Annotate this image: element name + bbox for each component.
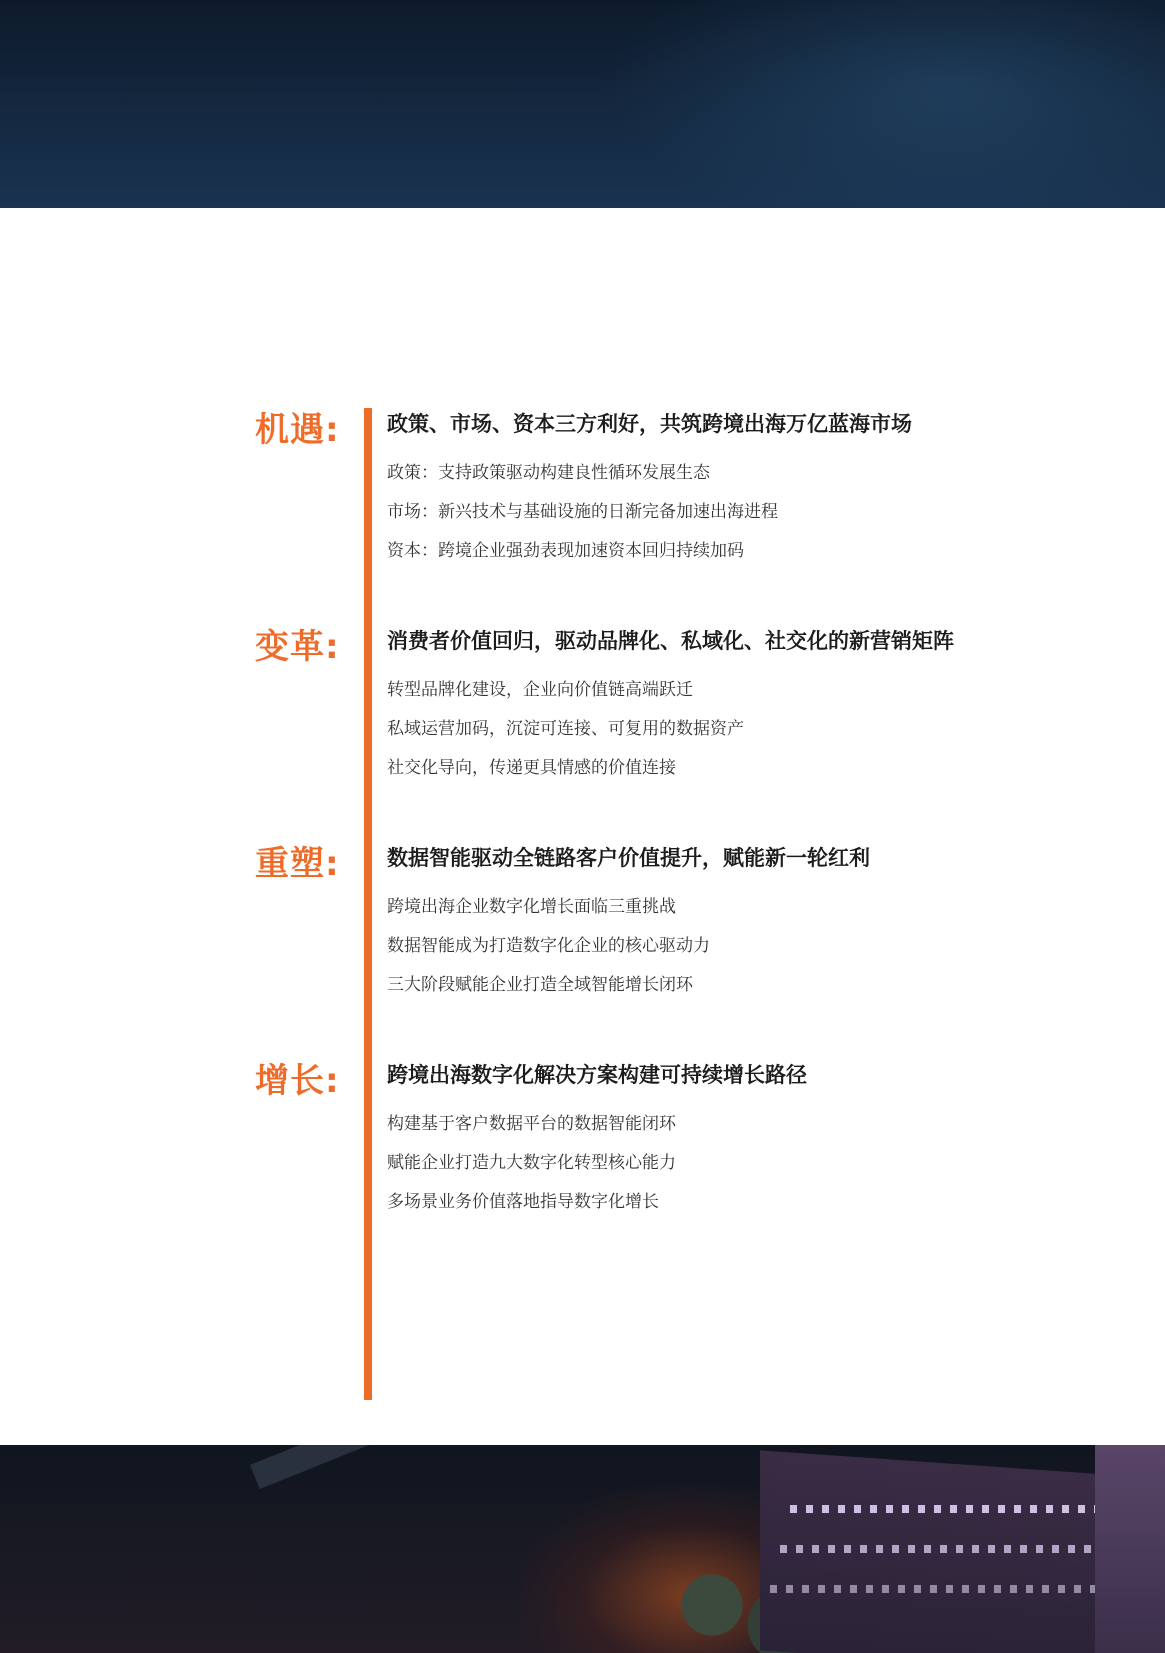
timeline-accent-line [364, 408, 372, 1400]
section-item-list [387, 1113, 676, 1230]
list-item: 多场景业务价值落地指导数字化增长 [387, 1192, 659, 1212]
section-label: 重塑: [255, 844, 340, 884]
section-title: 数据智能驱动全链路客户价值提升，赋能新一轮红利 [387, 846, 870, 870]
section-title: 政策、市场、资本三方利好，共筑跨境出海万亿蓝海市场 [387, 412, 912, 436]
section-title: 消费者价值回归，驱动品牌化、私域化、社交化的新营销矩阵 [387, 629, 954, 653]
list-item: 社交化导向，传递更具情感的价值连接 [387, 758, 676, 778]
list-item: 私域运营加码，沉淀可连接、可复用的数据资产 [387, 719, 744, 739]
list-item: 转型品牌化建设，企业向价值链高端跃迁 [387, 680, 693, 700]
section-label: 机遇: [255, 410, 340, 450]
banner-tower [1095, 1445, 1165, 1653]
list-item: 赋能企业打造九大数字化转型核心能力 [387, 1153, 676, 1173]
banner-river [250, 1445, 742, 1489]
list-item: 数据智能成为打造数字化企业的核心驱动力 [387, 936, 710, 956]
section-item-list [387, 462, 778, 579]
banner-building-lights [770, 1585, 1130, 1593]
top-banner-image [0, 0, 1165, 208]
bottom-banner-image [0, 1445, 1165, 1653]
section-label: 变革: [255, 627, 340, 667]
list-item: 资本：跨境企业强劲表现加速资本回归持续加码 [387, 541, 744, 561]
list-item: 市场：新兴技术与基础设施的日渐完备加速出海进程 [387, 502, 778, 522]
section-item-list [387, 679, 744, 796]
section-label: 增长: [255, 1061, 340, 1101]
list-item: 政策：支持政策驱动构建良性循环发展生态 [387, 463, 710, 483]
list-item: 跨境出海企业数字化增长面临三重挑战 [387, 897, 676, 917]
section-title: 跨境出海数字化解决方案构建可持续增长路径 [387, 1063, 807, 1087]
banner-glow [600, 0, 1165, 208]
section-item-list [387, 896, 710, 1013]
banner-building-lights [780, 1545, 1140, 1553]
list-item: 三大阶段赋能企业打造全域智能增长闭环 [387, 975, 693, 995]
list-item: 构建基于客户数据平台的数据智能闭环 [387, 1114, 676, 1134]
